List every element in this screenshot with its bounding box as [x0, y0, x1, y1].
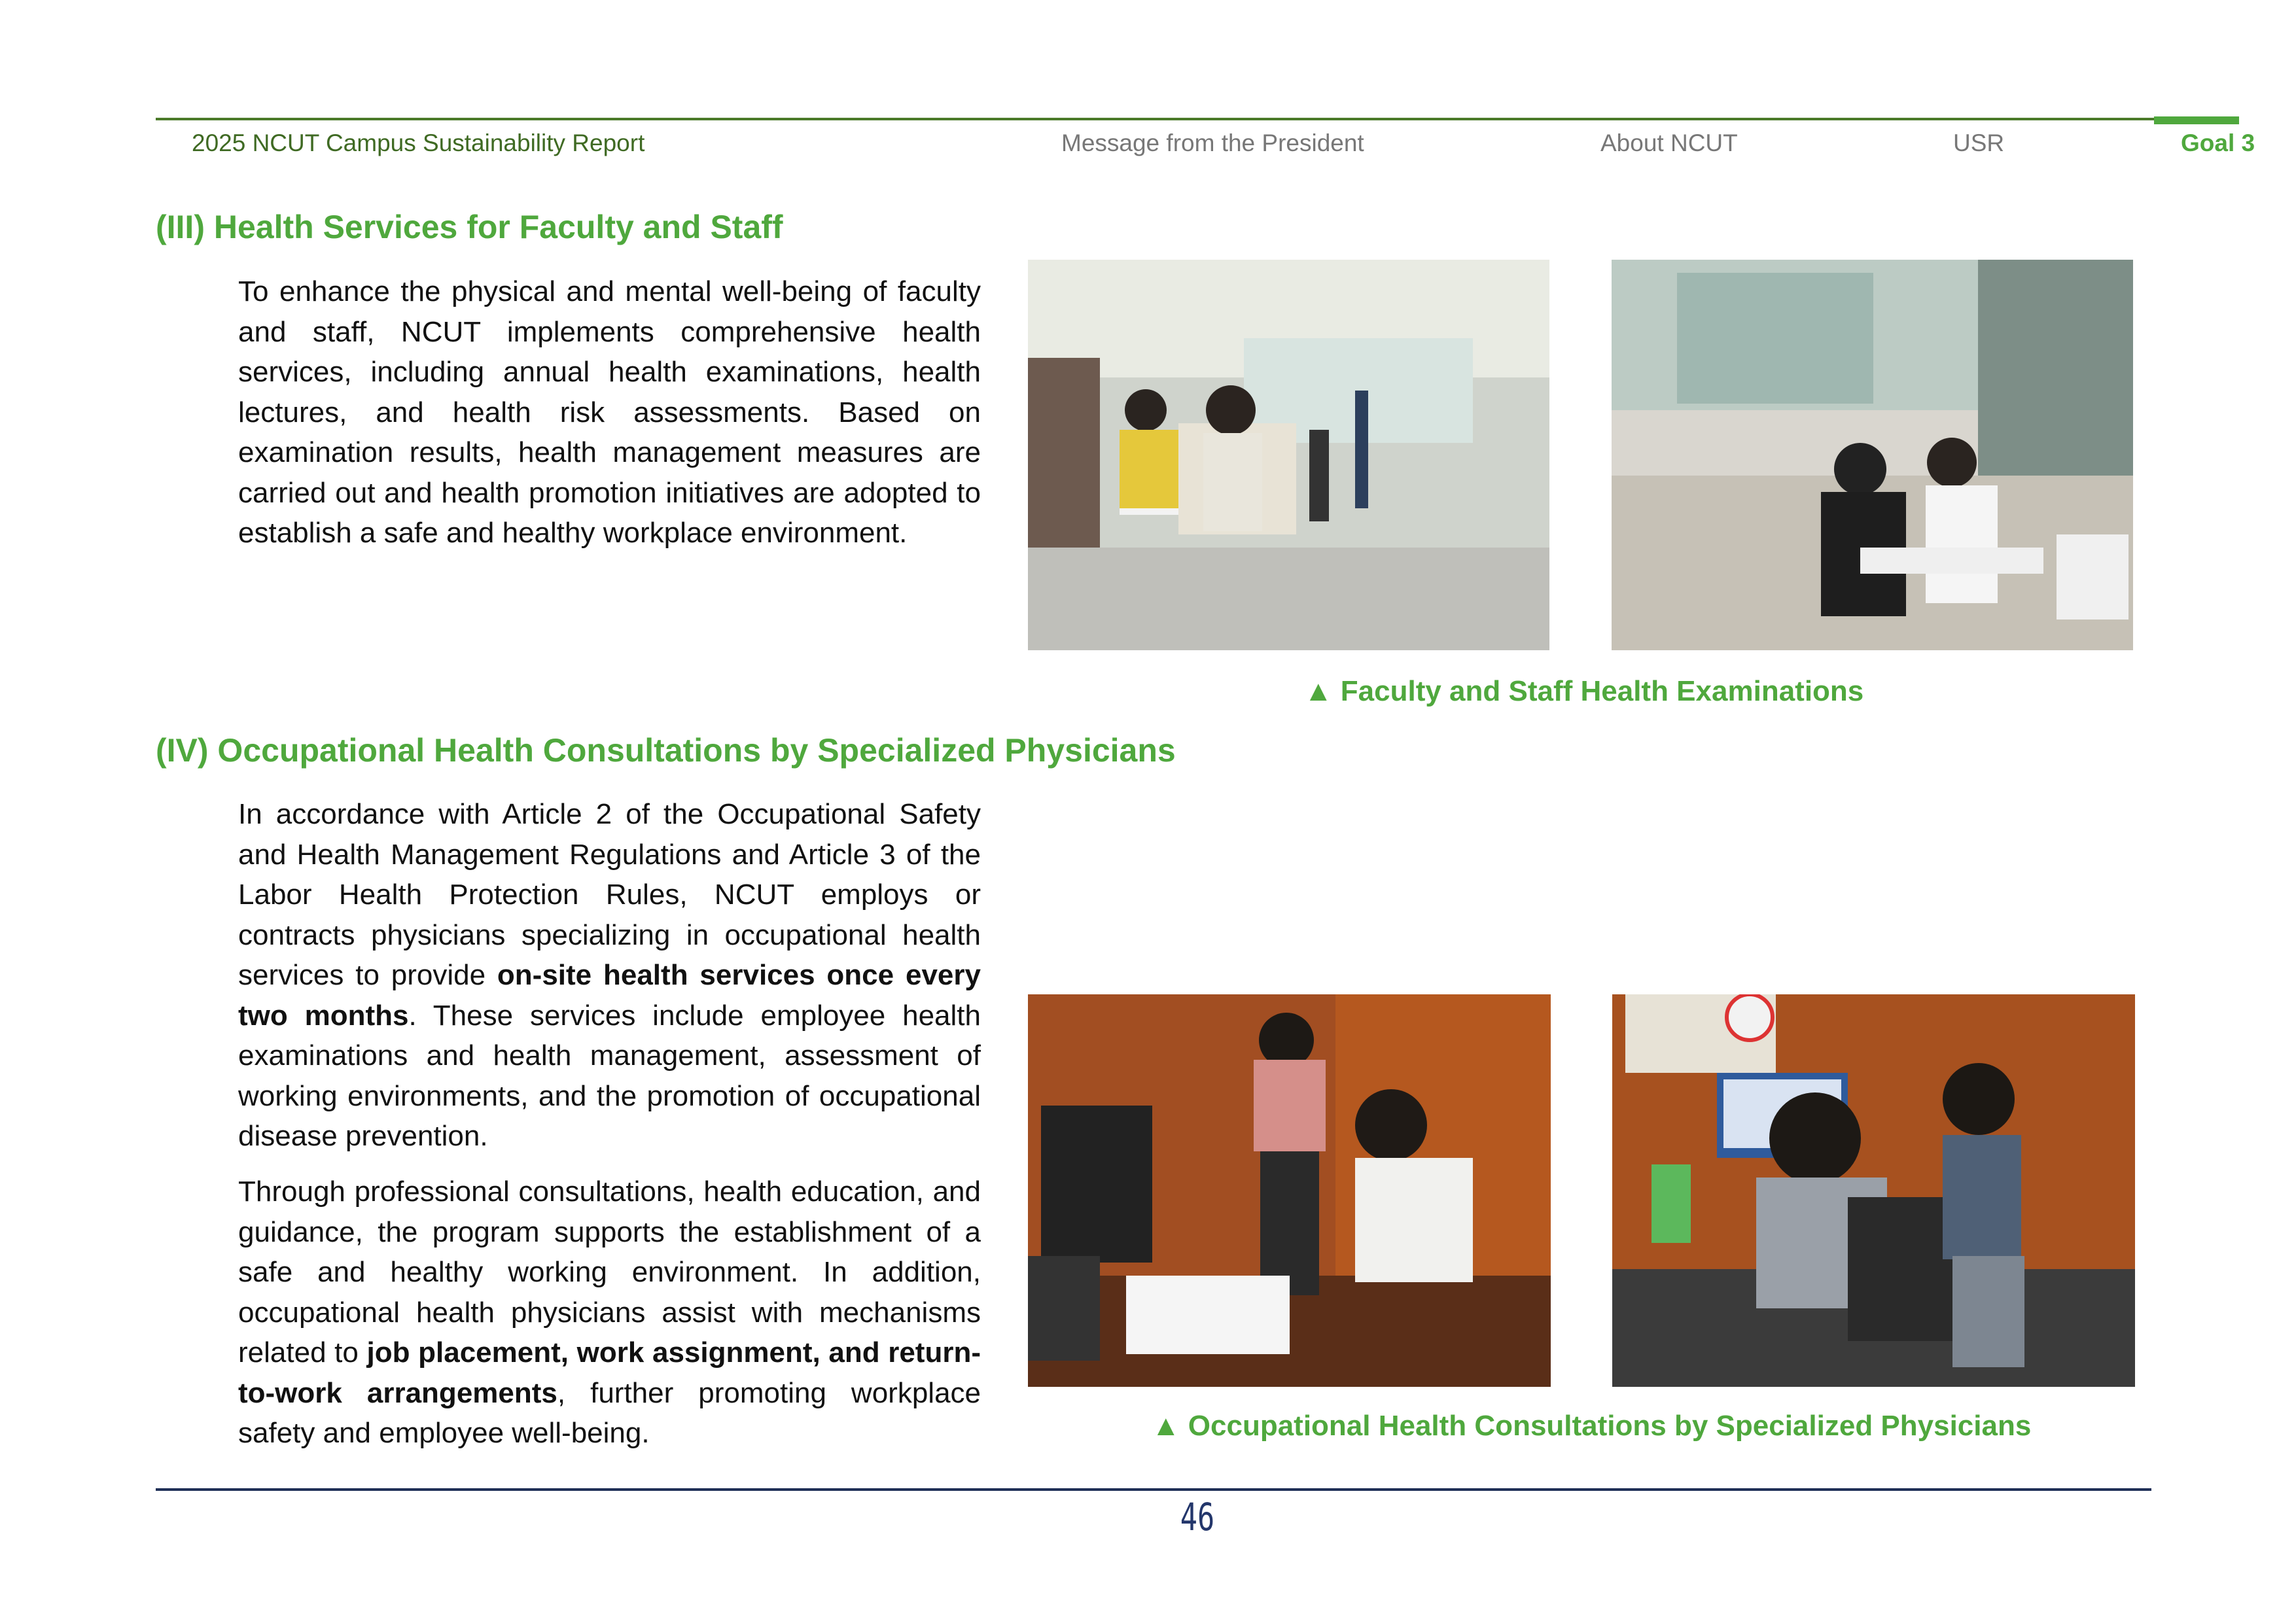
photo-health-exam-blood-pressure — [1612, 260, 2133, 650]
footer-rule — [156, 1488, 2151, 1491]
nav-about-ncut[interactable]: About NCUT — [1600, 130, 1738, 156]
header-rule — [156, 118, 2178, 120]
paragraph-2-text-a: Through professional consultations, health education, and guidance, the program supports the establishment of a safe and healthy working environment. In addition, occupational health physicians assist with mechanisms related to — [238, 1176, 981, 1369]
caption-occupational-consultations: ▲ Occupational Health Consultations by Specialized Physicians — [1152, 1410, 2032, 1442]
nav-message-from-president[interactable]: Message from the President — [1061, 130, 1364, 156]
goal-tab-indicator — [2154, 116, 2239, 124]
section-heading-health-services: (III) Health Services for Faculty and Staff — [156, 209, 783, 245]
paragraph-2-text-b: , further promoting workplace safety and employee well-being. — [238, 1376, 981, 1449]
report-title: 2025 NCUT Campus Sustainability Report — [192, 130, 645, 156]
paragraph-1-text-b: . These services include employee health examinations and health management, assessment of working environments, and the promotion of occupational disease prevention. — [238, 999, 981, 1152]
nav-goal-3[interactable]: Goal 3 — [2181, 130, 2255, 156]
nav-usr[interactable]: USR — [1953, 130, 2005, 156]
photo-consultation-desk — [1612, 994, 2135, 1387]
occupational-health-paragraph-2 — [238, 1172, 981, 1454]
photo-consultation-office — [1028, 994, 1551, 1387]
section-heading-occupational-health: (IV) Occupational Health Consultations by Specialized Physicians — [156, 732, 1176, 769]
paragraph-2-bold: job placement, work assignment, and return-to-work arrangements — [238, 1336, 981, 1409]
caption-health-examinations: ▲ Faculty and Staff Health Examinations — [1304, 675, 1864, 707]
photo-health-exam-hall — [1028, 260, 1549, 650]
paragraph-1-text-a: In accordance with Article 2 of the Occupational Safety and Health Management Regulations and Article 3 of the Labor Health Protection Rules, NCUT employs or contracts physicians specializing in occupational health services to provide — [238, 798, 981, 991]
occupational-health-paragraph-1 — [238, 794, 981, 1157]
health-services-paragraph: To enhance the physical and mental well-being of faculty and staff, NCUT implements comprehensive health services, including annual health examinations, health lectures, and health risk assessments. Based on examination results, health management measures are carried out and health promotion initiatives are adopted to establish a safe and healthy workplace environment. — [238, 275, 981, 549]
paragraph-1-bold: on-site health services once every two months — [238, 959, 981, 1032]
page-number: 46 — [1180, 1495, 1215, 1539]
